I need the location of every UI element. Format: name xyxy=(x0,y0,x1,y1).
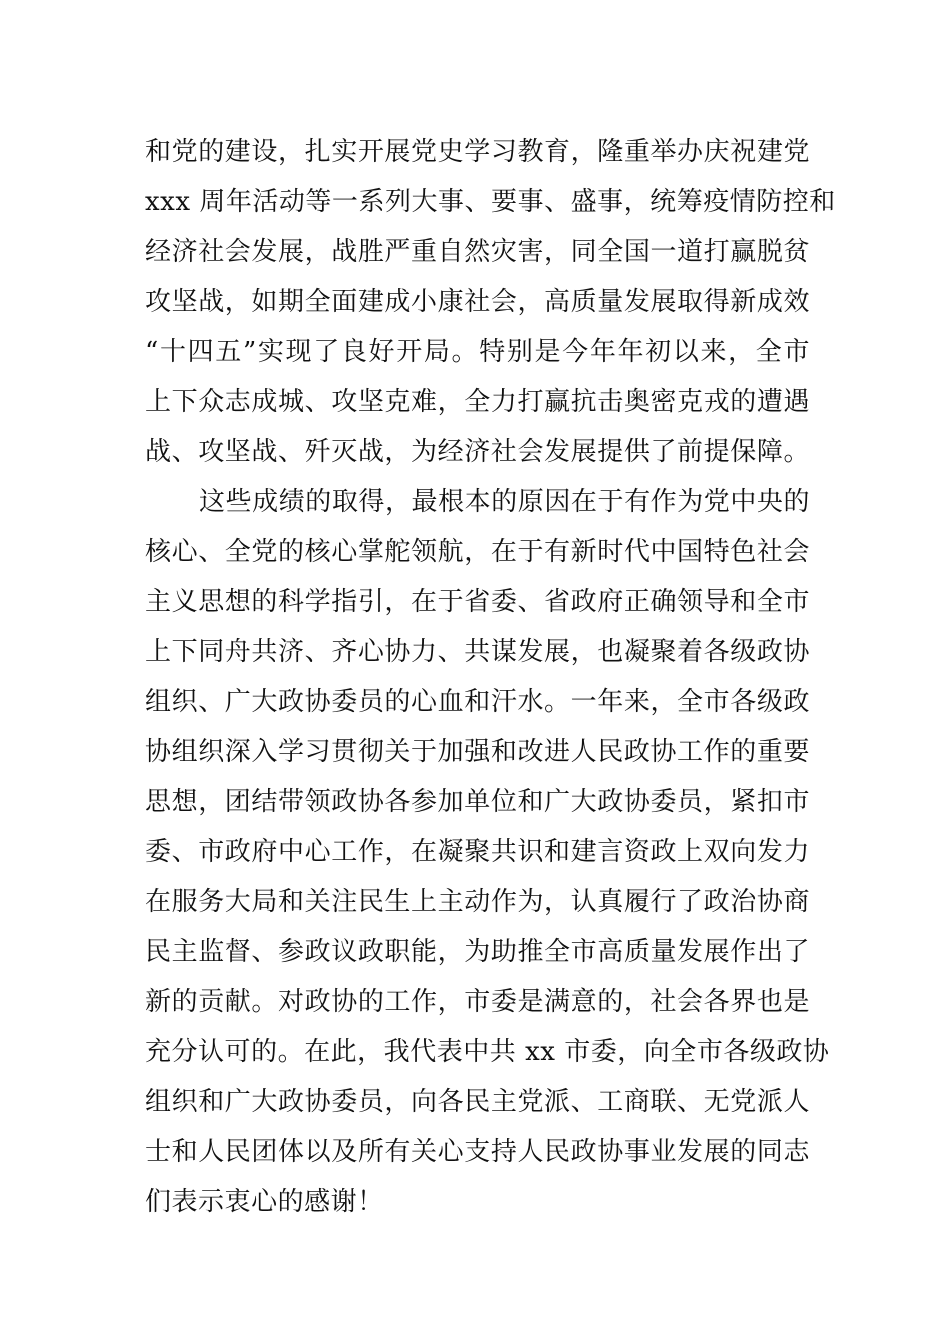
text-line: 委、市政府中心工作，在凝聚共识和建言资政上双向发力 xyxy=(145,837,810,867)
text-line: 协组织深入学习贯彻关于加强和改进人民政协工作的重要 xyxy=(145,737,810,767)
text-line: 士和人民团体以及所有关心支持人民政协事业发展的同志 xyxy=(145,1137,810,1167)
text-line: 主义思想的科学指引，在于省委、省政府正确领导和全市 xyxy=(145,587,810,617)
paragraph-1 xyxy=(145,127,836,477)
text-line: 战、攻坚战、歼灭战，为经济社会发展提供了前提保障。 xyxy=(145,437,810,467)
text-line: “十四五”实现了良好开局。特别是今年年初以来，全市 xyxy=(145,337,810,367)
text-line: 民主监督、参政议政职能，为助推全市高质量发展作出了 xyxy=(145,937,810,967)
text-line: 在服务大局和关注民生上主动作为，认真履行了政治协商 xyxy=(145,887,810,917)
text-line: 上下同舟共济、齐心协力、共谋发展，也凝聚着各级政协 xyxy=(145,637,810,667)
text-line: 核心、全党的核心掌舵领航，在于有新时代中国特色社会 xyxy=(145,537,810,567)
text-line: 新的贡献。对政协的工作，市委是满意的，社会各界也是 xyxy=(145,987,810,1017)
text-line: 和党的建设，扎实开展党史学习教育，隆重举办庆祝建党 xyxy=(145,137,810,167)
paragraph-2 xyxy=(145,477,830,1227)
text-line: 们表示衷心的感谢！ xyxy=(145,1187,384,1217)
text-line: 组织和广大政协委员，向各民主党派、工商联、无党派人 xyxy=(145,1087,810,1117)
text-line: 这些成绩的取得，最根本的原因在于有作为党中央的 xyxy=(199,487,810,517)
text-line: 组织、广大政协委员的心血和汗水。一年来，全市各级政 xyxy=(145,687,810,717)
text-line: 攻坚战，如期全面建成小康社会，高质量发展取得新成效 xyxy=(145,287,810,317)
text-line: xxx 周年活动等一系列大事、要事、盛事，统筹疫情防控和 xyxy=(145,187,836,217)
text-line: 经济社会发展，战胜严重自然灾害，同全国一道打赢脱贫 xyxy=(145,237,810,267)
text-line: 思想，团结带领政协各参加单位和广大政协委员，紧扣市 xyxy=(145,787,810,817)
document-body xyxy=(145,127,836,1227)
text-line: 上下众志成城、攻坚克难，全力打赢抗击奥密克戎的遭遇 xyxy=(145,387,810,417)
text-line: 充分认可的。在此，我代表中共 xx 市委，向全市各级政协 xyxy=(145,1037,830,1067)
